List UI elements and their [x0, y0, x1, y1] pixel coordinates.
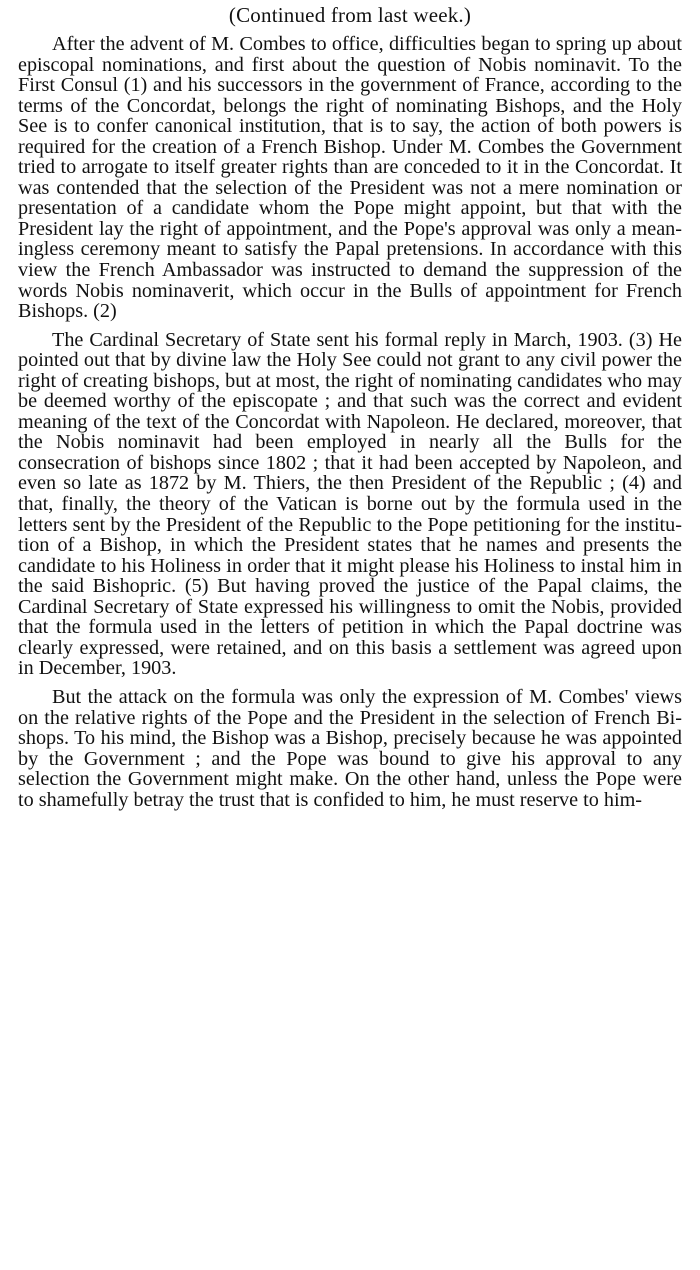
continued-heading: (Continued from last week.) — [228, 3, 472, 27]
paragraph-combes-views: But the attack on the formula was only the expression of M. Combes' views on the relative rights of the Pope and the President in the selection of French Bishops. To his mind, the Bishop was a Bishop, precisely because he was appointed by the Government ; and the Pope was bound to give his approval to any selection the Government might make. On the other hand, unless the Pope were to shamefully betray the trust that is confided to him, he must reserve to him- — [18, 685, 682, 811]
paragraph-cardinal-reply: The Cardinal Secretary of State sent his formal reply in March, 1903. (3) He pointed out that by divine law the Holy See could not grant to any civil power the right of creating bishops, but at most, the right of nominating candidates who may be deemed worthy of the episcopate ; and that such was the correct and evident meaning of the text of the Concordat with Napoleon. He declared, moreover, that the Nobis nominavit had been employed in nearly all the Bulls for the consecration of bishops since 1802 ; that it had been accepted by Napoleon, and even so late as 1872 by M. Thiers, the then President of the Republic ; (4) and that, finally, the theory of the Vatican is borne out by the formula used in the letters sent by the President of the Republic to the Pope petitioning for the institution of a Bishop, in which the President states that he names and presents the candidate to his Holiness in order that it might please his Holiness to instal him in the said Bishopric. (5) But having proved the justice of the Papal claims, the Cardinal Secretary of State expressed his willingness to omit the Nobis, provided that the formula used in the letters of petition in which the Papal doctrine was clearly expressed, were retained, and on this basis a settlement was agreed upon in December, 1903. — [18, 328, 682, 680]
article-column — [18, 2, 682, 818]
paragraph-nobis-nominavit: After the advent of M. Combes to office, difficulties began to spring up about episcopal nominations, and first about the question of Nobis nominavit. To the First Consul (1) and his successors in the government of France, according to the terms of the Concordat, belongs the right of nominating Bishops, and the Holy See is to confer canonical institution, that is to say, the action of both powers is required for the creation of a French Bishop. Under M. Combes the Government tried to arrogate to itself greater rights than are conceded to it in the Concordat. It was contended that the selection of the President was not a mere nomination or presentation of a candidate whom the Pope might appoint, but that with the President lay the right of appointment, and the Pope's approval was only a meaningless ceremony meant to satisfy the Papal pretensions. In accordance with this view the French Ambassador was instructed to demand the suppression of the words Nobis nominaverit, which occur in the Bulls of appointment for French Bishops. (2) — [18, 33, 682, 323]
